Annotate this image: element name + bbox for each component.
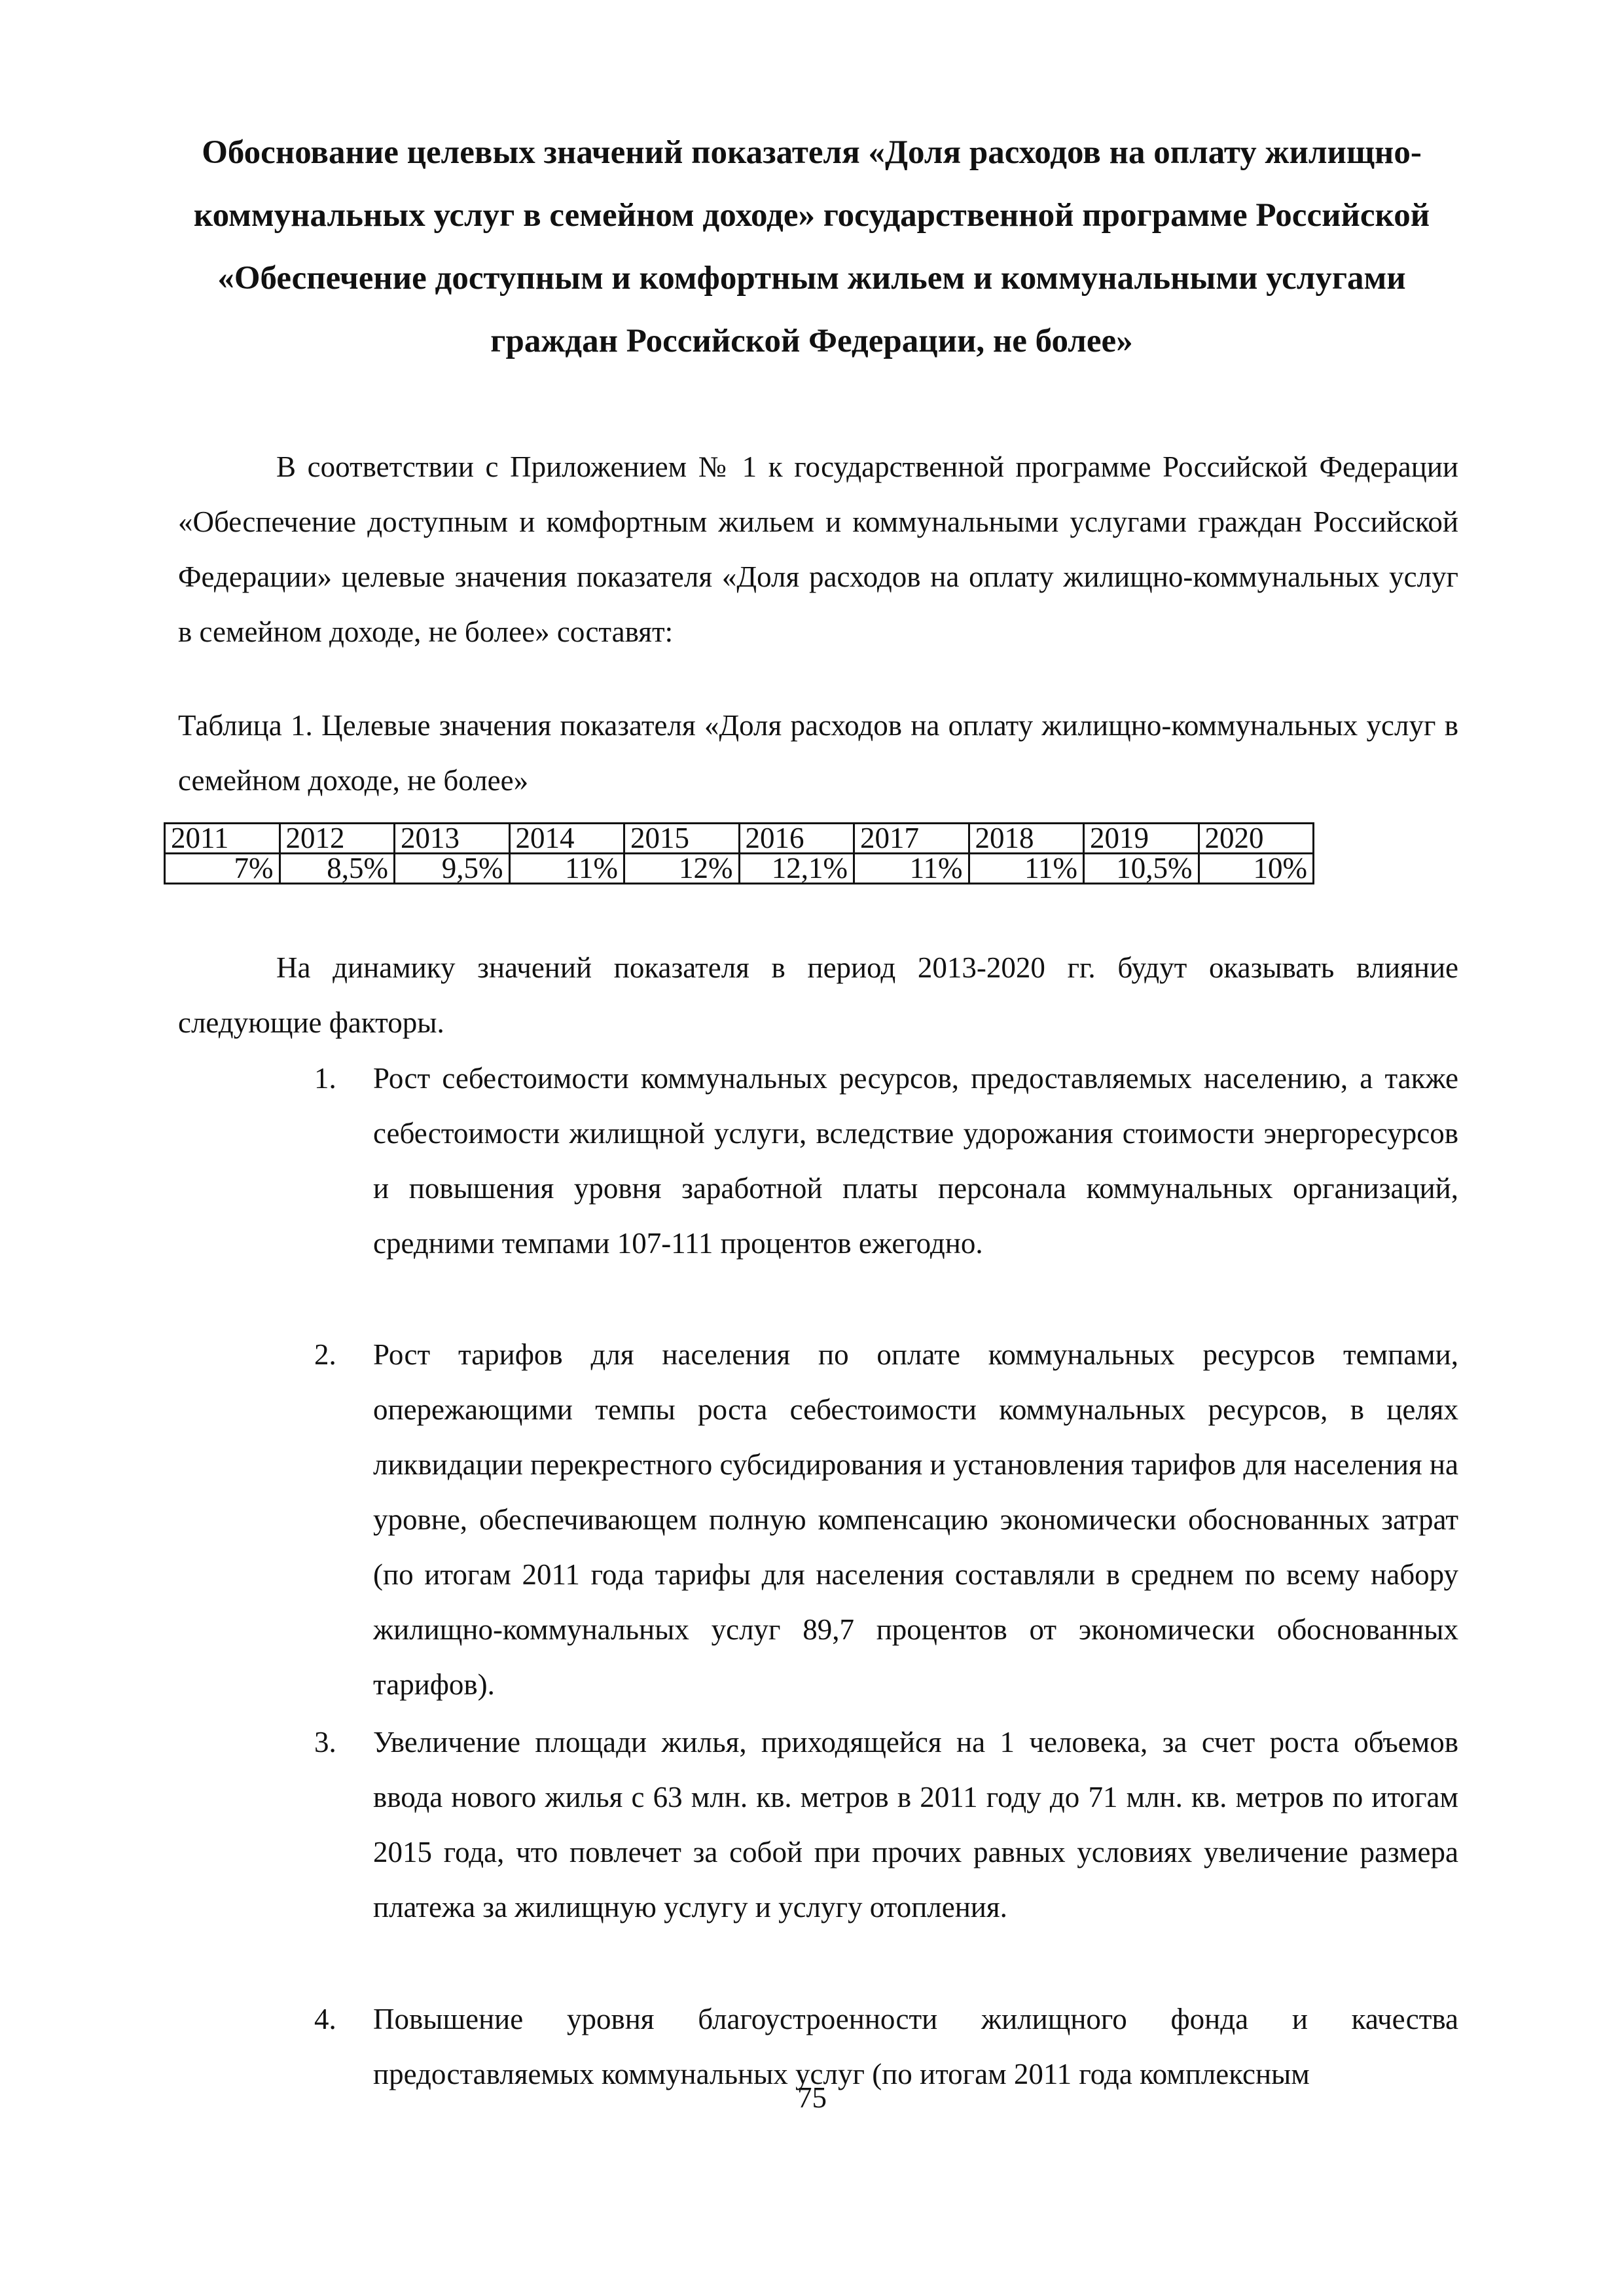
list-item-text: Рост себестоимости коммунальных ресурсов, предоставляемых населению, а также себестоимости жилищной услуги, вследствие удорожания стоимости энергоресурсов и повышения уровня заработной платы персонала коммунальных организаций, средними темпами 107-111 процентов ежегодно. [373, 1062, 1458, 1260]
list-item-number: 2. [314, 1338, 336, 1371]
table-cell-year: 2011 [165, 824, 280, 854]
table-cell-value: 12% [624, 854, 740, 884]
table-cell-value: 11% [854, 854, 969, 884]
table-cell-value: 11% [509, 854, 624, 884]
table-row-values [165, 854, 1314, 884]
list-item-number: 1. [314, 1062, 336, 1095]
table-cell-year: 2013 [395, 824, 510, 854]
list-item-number: 4. [314, 2003, 336, 2035]
table-cell-value: 12,1% [739, 854, 854, 884]
table-cell-value: 7% [165, 854, 280, 884]
document-title: Обоснование целевых значений показателя «Доля расходов на оплату жилищно-коммунальных услуг в семейном доходе» государственной программе Российской «Обеспечение доступным и комфортным жильем и коммунальными услугами граждан Российской Федерации, не более» [193, 134, 1430, 359]
table-cell-year: 2017 [854, 824, 969, 854]
page-number: 75 [797, 2081, 827, 2114]
table-cell-year: 2015 [624, 824, 740, 854]
table-row-years [165, 824, 1314, 854]
table-cell-year: 2012 [280, 824, 395, 854]
list-item [314, 1051, 1458, 1271]
table-cell-year: 2020 [1199, 824, 1314, 854]
target-values-table [164, 822, 1314, 884]
intro-paragraph: В соответствии с Приложением № 1 к государственной программе Российской Федерации «Обеспечение доступным и комфортным жильем и коммунальными услугами граждан Российской Федерации» целевые значения показателя «Доля расходов на оплату жилищно-коммунальных услуг в семейном доходе, не более» составят: [178, 450, 1458, 648]
table-cell-year: 2016 [739, 824, 854, 854]
table-cell-value: 10% [1199, 854, 1314, 884]
list-item [314, 1715, 1458, 1935]
factors-intro: На динамику значений показателя в период 2013-2020 гг. будут оказывать влияние следующие факторы. [178, 951, 1458, 1039]
table-cell-value: 10,5% [1084, 854, 1199, 884]
table-caption: Таблица 1. Целевые значения показателя «Доля расходов на оплату жилищно-коммунальных услуг в семейном доходе, не более» [178, 709, 1458, 797]
table-cell-year: 2019 [1084, 824, 1199, 854]
table-cell-year: 2014 [509, 824, 624, 854]
list-item-number: 3. [314, 1726, 336, 1758]
list-item-text: Повышение уровня благоустроенности жилищного фонда и качества предоставляемых коммунальных услуг (по итогам 2011 года комплексным [373, 2003, 1458, 2090]
table-cell-year: 2018 [969, 824, 1084, 854]
list-item [314, 1327, 1458, 1712]
list-item-text: Увеличение площади жилья, приходящейся на 1 человека, за счет роста объемов ввода нового жилья с 63 млн. кв. метров в 2011 году до 71 млн. кв. метров по итогам 2015 года, что повлечет за собой при прочих равных условиях увеличение размера платежа за жилищную услугу и услугу отопления. [373, 1726, 1458, 1923]
table-cell-value: 11% [969, 854, 1084, 884]
table-cell-value: 8,5% [280, 854, 395, 884]
list-item-text: Рост тарифов для населения по оплате коммунальных ресурсов темпами, опережающими темпы роста себестоимости коммунальных ресурсов, в целях ликвидации перекрестного субсидирования и установления тарифов для населения на уровне, обеспечивающем полную компенсацию экономически обоснованных затрат (по итогам 2011 года тарифы для населения составляли в среднем по всему набору жилищно-коммунальных услуг 89,7 процентов от экономически обоснованных тарифов). [373, 1338, 1458, 1701]
table-cell-value: 9,5% [395, 854, 510, 884]
